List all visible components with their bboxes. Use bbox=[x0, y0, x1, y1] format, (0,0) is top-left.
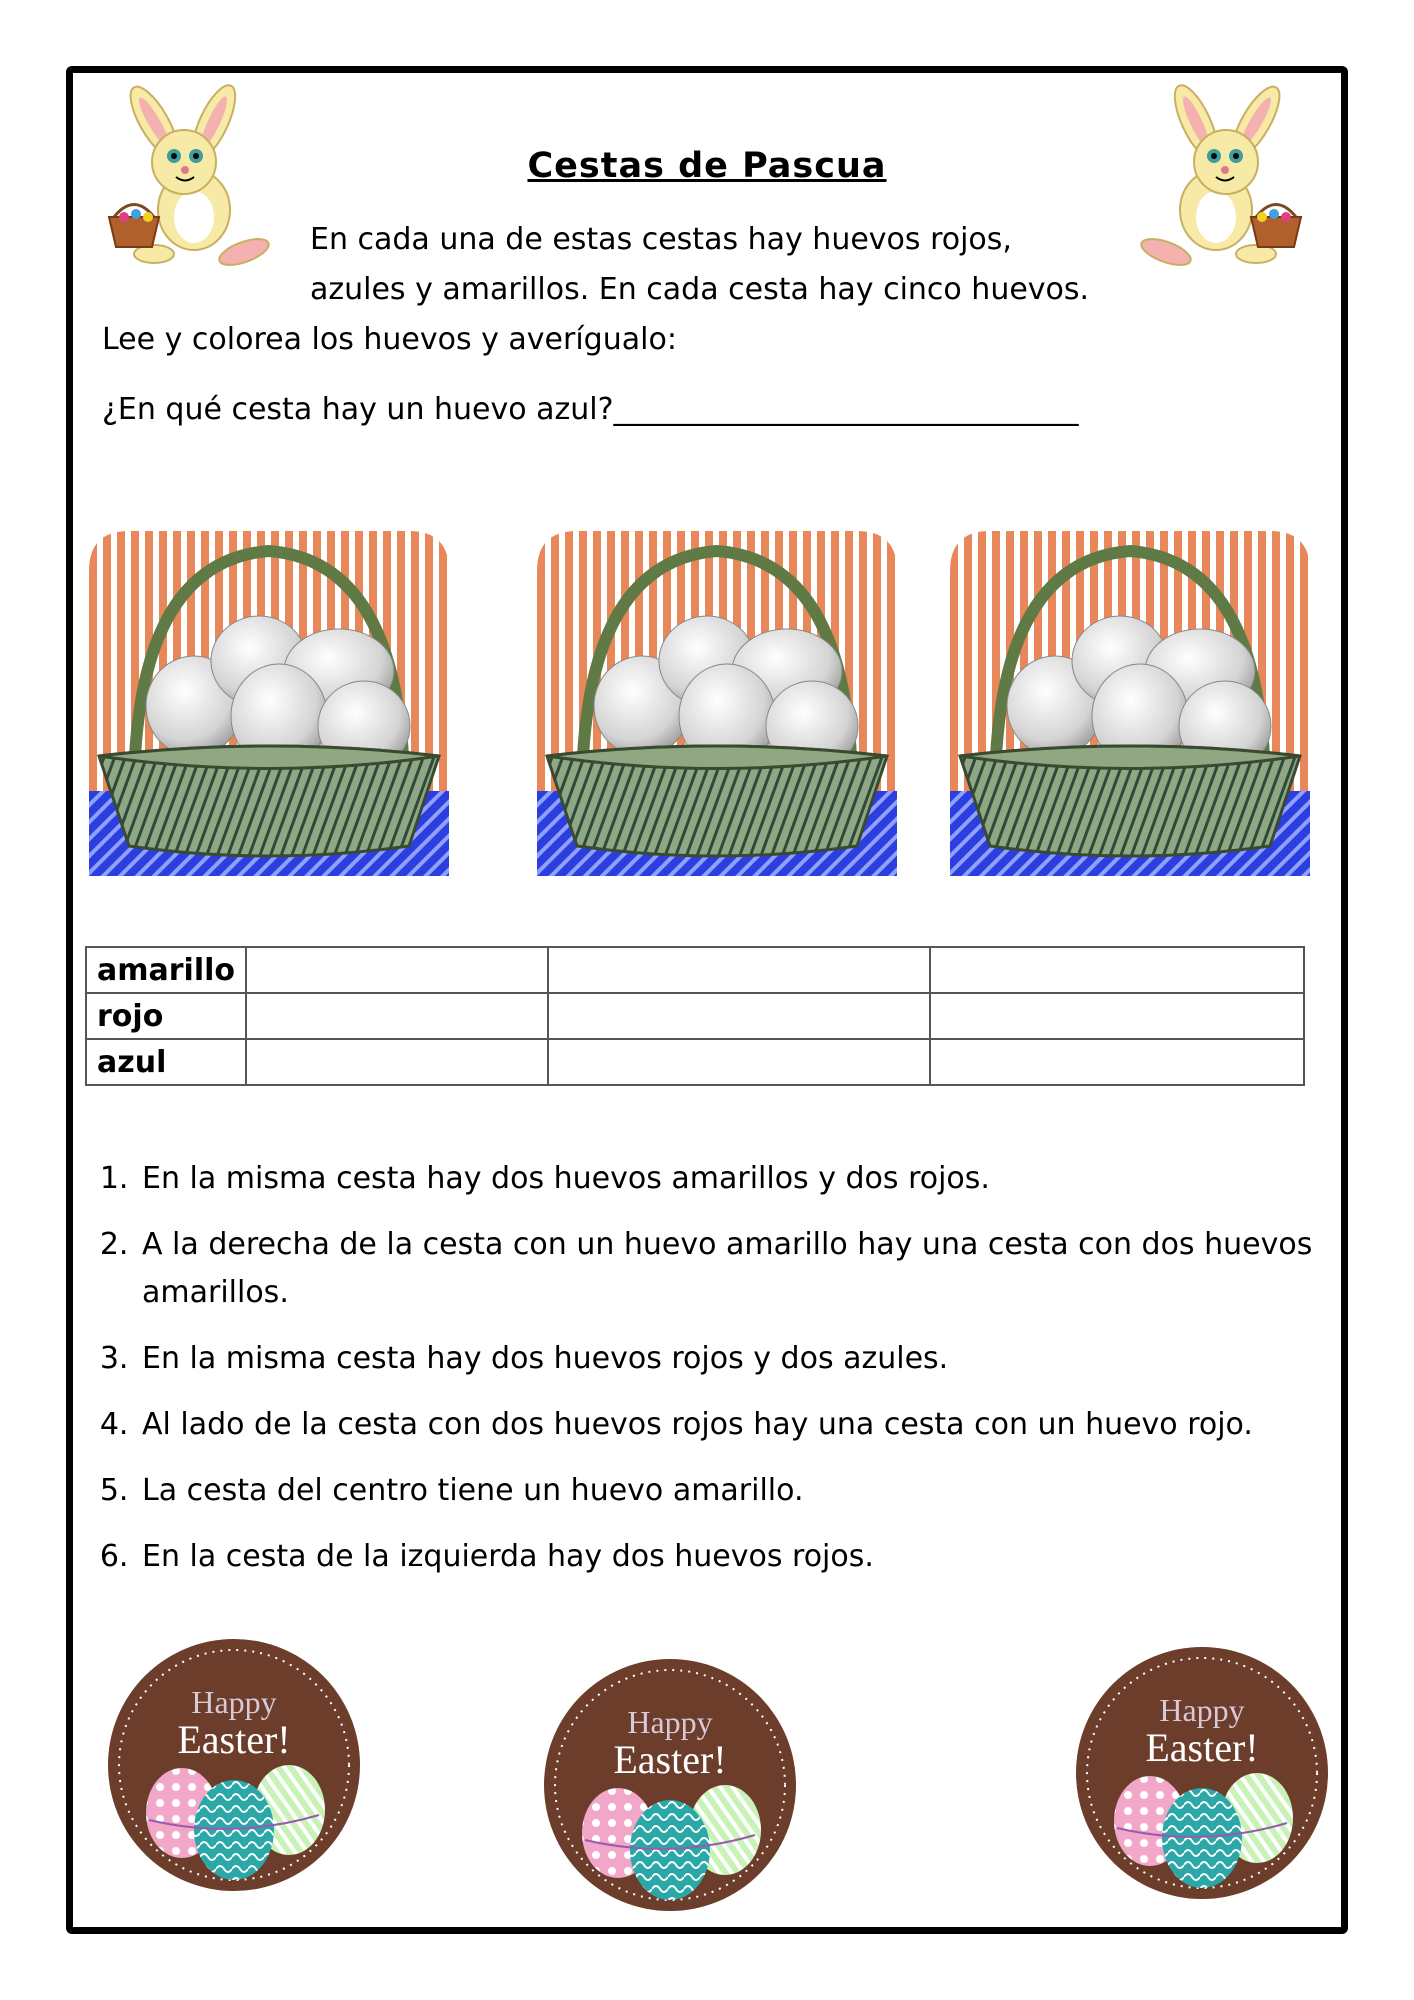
svg-text:Easter!: Easter! bbox=[1145, 1725, 1259, 1770]
intro-line-1: En cada una de estas cestas hay huevos rojos, bbox=[310, 222, 1012, 257]
svg-text:Easter!: Easter! bbox=[613, 1737, 727, 1782]
row-label-amarillo: amarillo bbox=[86, 947, 246, 993]
table-row bbox=[86, 1039, 1304, 1085]
clue-item: 2. A la derecha de la cesta con un huevo amarillo hay una cesta con dos huevos amarillos. bbox=[138, 1221, 1373, 1317]
happy-easter-badge-left bbox=[104, 1635, 364, 1895]
table-cell[interactable] bbox=[548, 1039, 930, 1085]
clue-item: 3. En la misma cesta hay dos huevos rojos y dos azules. bbox=[138, 1335, 1373, 1383]
question-text: ¿En qué cesta hay un huevo azul?_______________________________ bbox=[102, 392, 1079, 427]
happy-easter-badge-right bbox=[1072, 1643, 1332, 1903]
table-row bbox=[86, 993, 1304, 1039]
table-cell[interactable] bbox=[930, 947, 1304, 993]
table-cell[interactable] bbox=[548, 993, 930, 1039]
clue-item: 6. En la cesta de la izquierda hay dos huevos rojos. bbox=[138, 1533, 1373, 1581]
egg-count-table bbox=[85, 946, 1305, 1086]
table-cell[interactable] bbox=[930, 1039, 1304, 1085]
basket-center-illustration bbox=[537, 531, 897, 876]
clue-item: 5. La cesta del centro tiene un huevo amarillo. bbox=[138, 1467, 1373, 1515]
clue-item: 1. En la misma cesta hay dos huevos amarillos y dos rojos. bbox=[138, 1155, 1373, 1203]
intro-line-2: azules y amarillos. En cada cesta hay cinco huevos. bbox=[310, 272, 1090, 307]
svg-text:Happy: Happy bbox=[627, 1704, 713, 1740]
basket-left-illustration bbox=[89, 531, 449, 876]
clue-list bbox=[96, 1155, 1373, 1599]
svg-text:Happy: Happy bbox=[191, 1684, 277, 1720]
table-cell[interactable] bbox=[548, 947, 930, 993]
svg-text:Happy: Happy bbox=[1159, 1692, 1245, 1728]
table-cell[interactable] bbox=[930, 993, 1304, 1039]
row-label-rojo: rojo bbox=[86, 993, 246, 1039]
table-row bbox=[86, 947, 1304, 993]
table-cell[interactable] bbox=[246, 947, 548, 993]
table-cell[interactable] bbox=[246, 993, 548, 1039]
basket-right-illustration bbox=[950, 531, 1310, 876]
worksheet-title: Cestas de Pascua bbox=[527, 146, 887, 186]
svg-text:Easter!: Easter! bbox=[177, 1717, 291, 1762]
clue-item: 4. Al lado de la cesta con dos huevos rojos hay una cesta con un huevo rojo. bbox=[138, 1401, 1373, 1449]
happy-easter-badge-center bbox=[540, 1655, 800, 1915]
table-cell[interactable] bbox=[246, 1039, 548, 1085]
row-label-azul: azul bbox=[86, 1039, 246, 1085]
instruction-text: Lee y colorea los huevos y averígualo: bbox=[102, 322, 677, 357]
